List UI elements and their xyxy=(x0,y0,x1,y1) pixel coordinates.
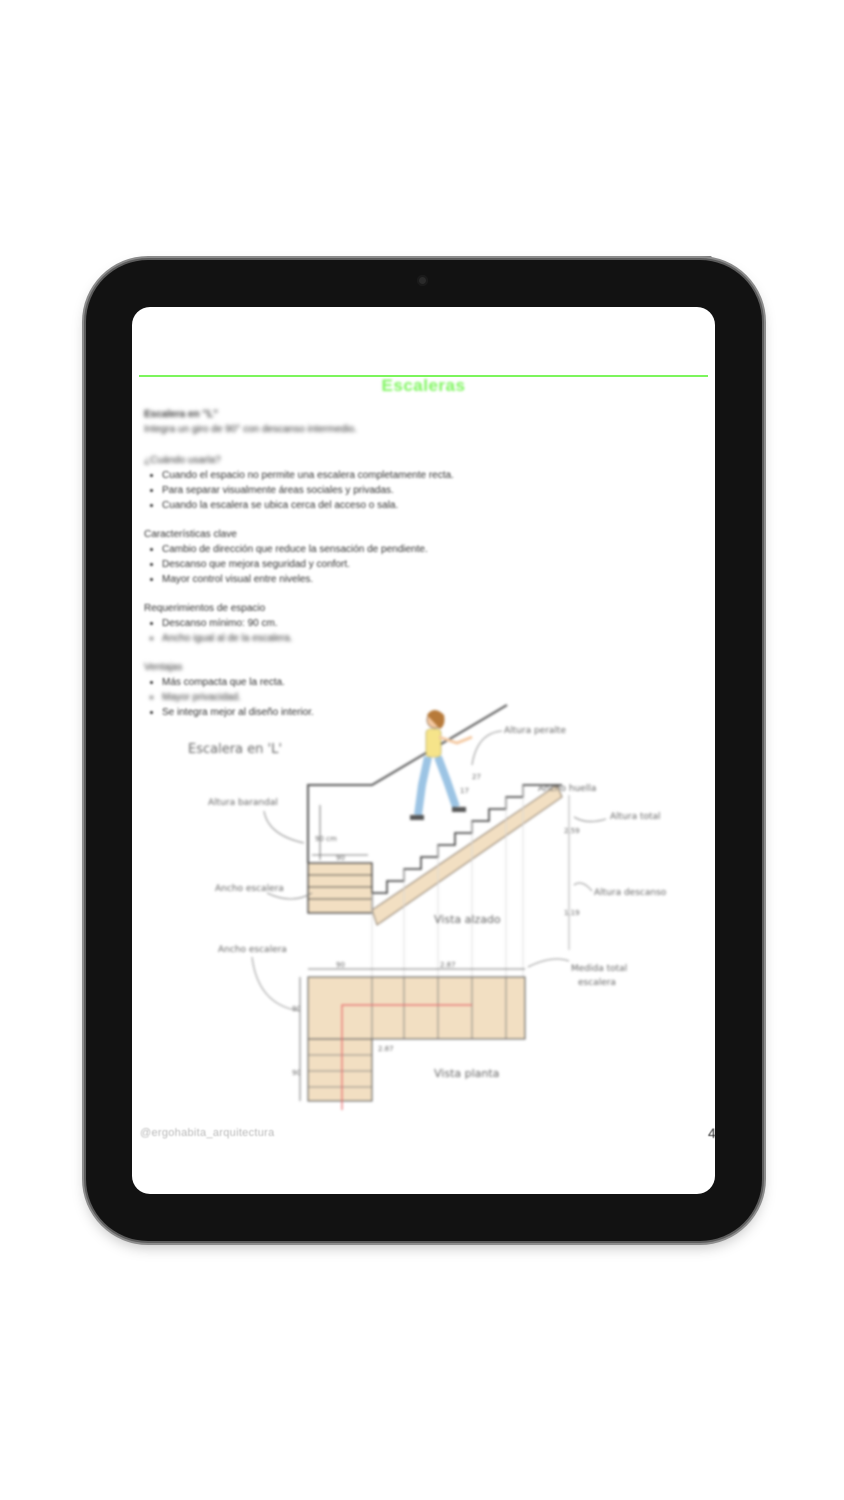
list-item: • Se integra mejor al diseño interior. xyxy=(162,705,704,720)
list-item: • Descanso mínimo: 90 cm. xyxy=(162,616,704,631)
dim-landing-height: 1.19 xyxy=(564,909,580,917)
stair-diagram xyxy=(172,715,692,1135)
bullet-list xyxy=(144,675,704,720)
dim-total-height: 2.59 xyxy=(564,827,580,835)
bullet-list xyxy=(144,616,704,646)
label-vista-planta: Vista planta xyxy=(434,1067,500,1080)
document-body xyxy=(144,407,704,720)
dim-riser: 17 xyxy=(460,787,469,795)
label-altura-barandal: Altura barandal xyxy=(208,798,278,808)
document-page[interactable] xyxy=(132,307,715,1194)
person-illustration xyxy=(410,710,472,820)
label-ancho-escalera-1: Ancho escalera xyxy=(215,884,284,894)
intro-text: Integra un giro de 90° con descanso intermedio. xyxy=(144,424,358,435)
camera-icon xyxy=(417,275,428,286)
label-altura-total: Altura total xyxy=(610,812,661,822)
label-medida-total-2: escalera xyxy=(578,978,616,988)
label-altura-descanso: Altura descanso xyxy=(594,888,667,898)
dim-landing: 90 xyxy=(336,854,345,862)
list-item: • Descanso que mejora seguridad y confort. xyxy=(162,557,704,572)
label-medida-total-1: Medida total xyxy=(571,964,628,974)
list-item: • Ancho igual al de la escalera. xyxy=(162,631,704,646)
footer-handle: @ergohabita_arquitectura xyxy=(140,1127,275,1139)
list-item: • Cuando la escalera se ubica cerca del acceso o sala. xyxy=(162,498,704,513)
landing-block xyxy=(308,863,372,913)
page-number: 4 xyxy=(708,1125,716,1141)
label-vista-alzado: Vista alzado xyxy=(434,913,501,926)
list-item: • Mayor control visual entre niveles. xyxy=(162,572,704,587)
label-ancho-escalera-2: Ancho escalera xyxy=(218,945,287,955)
dim-plan-side-2: 90 xyxy=(292,1069,301,1077)
label-ancho-huella: Ancho huella xyxy=(538,784,597,794)
list-item: • Cambio de dirección que reduce la sensación de pendiente. xyxy=(162,542,704,557)
dim-plan-length: 2.87 xyxy=(440,961,456,969)
dim-plan-side-3: 2.87 xyxy=(378,1045,394,1053)
dim-plan-width: 90 xyxy=(336,961,345,969)
list-item: • Más compacta que la recta. xyxy=(162,675,704,690)
list-item: • Mayor privacidad. xyxy=(162,690,704,705)
section-heading: Requerimientos de espacio xyxy=(144,603,266,614)
section-heading: Características clave xyxy=(144,529,237,540)
section-heading: Ventajas xyxy=(144,662,183,673)
list-item: • Para separar visualmente áreas sociales y privadas. xyxy=(162,483,704,498)
plan-flight-lower xyxy=(308,1039,372,1101)
list-item: • Cuando el espacio no permite una escalera completamente recta. xyxy=(162,468,704,483)
stair-stringer xyxy=(372,785,562,925)
intro-heading: Escalera en "L" xyxy=(144,409,218,420)
elevation-view xyxy=(308,705,580,977)
page-title: Escaleras xyxy=(381,376,466,395)
plan-flight-upper xyxy=(308,977,525,1039)
bullet-list xyxy=(144,542,704,587)
plan-view xyxy=(292,961,525,1110)
dim-handrail: 90 cm xyxy=(315,835,337,843)
dim-plan-side-1: 90 xyxy=(292,1005,301,1013)
dim-tread: 27 xyxy=(472,773,481,781)
bullet-list xyxy=(144,468,704,513)
diagram-title: Escalera en 'L' xyxy=(188,742,282,757)
section-heading: ¿Cuándo usarla? xyxy=(144,455,221,466)
label-altura-peralte: Altura peralte xyxy=(504,726,566,736)
